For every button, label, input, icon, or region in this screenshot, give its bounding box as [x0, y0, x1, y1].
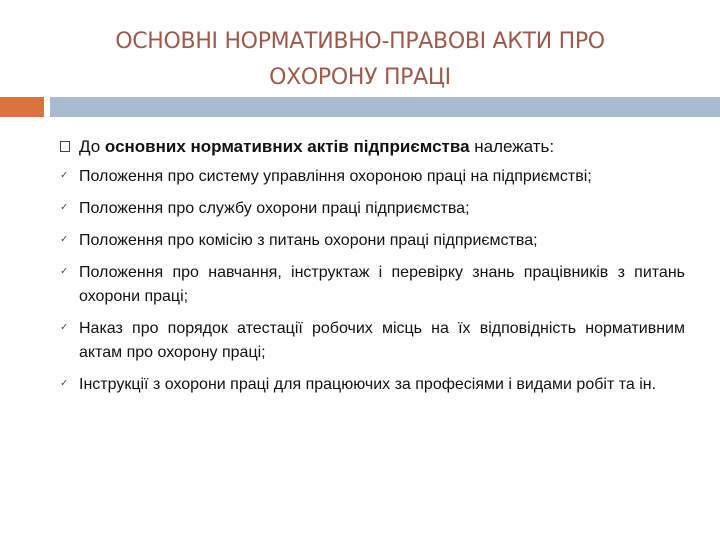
list-item-text: Положення про навчання, інструктаж і перевірку знань працівників з питань охорони праці; [79, 264, 685, 305]
checkmark-bullet-icon: ✓ [60, 234, 69, 245]
decorative-accent-band [0, 97, 44, 117]
intro-bold-text: основних нормативних актів підприємства [104, 137, 470, 156]
intro-paragraph [60, 134, 685, 159]
slide-title-line-1: ОСНОВНІ НОРМАТИВНО-ПРАВОВІ АКТИ ПРО [115, 29, 605, 54]
list-item-text: Наказ про порядок атестації робочих місць на їх відповідність нормативним актам про охорону праці; [79, 320, 685, 361]
list-item [60, 373, 685, 397]
list-item [60, 197, 685, 221]
list-item [60, 165, 685, 189]
list-item-text: Положення про комісію з питань охорони праці підприємства; [79, 232, 538, 249]
list-item-text: Інструкції з охорони праці для працюючих за професіями і видами робіт та ін. [79, 376, 657, 393]
list-item-text: Положення про систему управління охороною праці на підприємстві; [79, 168, 592, 185]
checkmark-bullet-icon: ✓ [60, 266, 69, 277]
decorative-header-band [50, 97, 720, 117]
checkmark-bullet-icon: ✓ [60, 322, 69, 333]
checkmark-bullet-icon: ✓ [60, 378, 69, 389]
slide-title [40, 24, 680, 96]
intro-suffix: належать: [474, 137, 555, 156]
slide-title-line-2: ОХОРОНУ ПРАЦІ [269, 65, 451, 90]
slide-body [60, 134, 685, 405]
list-item [60, 317, 685, 365]
list-item [60, 229, 685, 253]
checkmark-bullet-icon: ✓ [60, 202, 69, 213]
checkmark-bullet-icon: ✓ [60, 170, 69, 181]
intro-prefix: До [79, 137, 101, 156]
square-bullet-icon [60, 141, 70, 152]
list-item [60, 261, 685, 309]
list-item-text: Положення про службу охорони праці підприємства; [79, 200, 470, 217]
